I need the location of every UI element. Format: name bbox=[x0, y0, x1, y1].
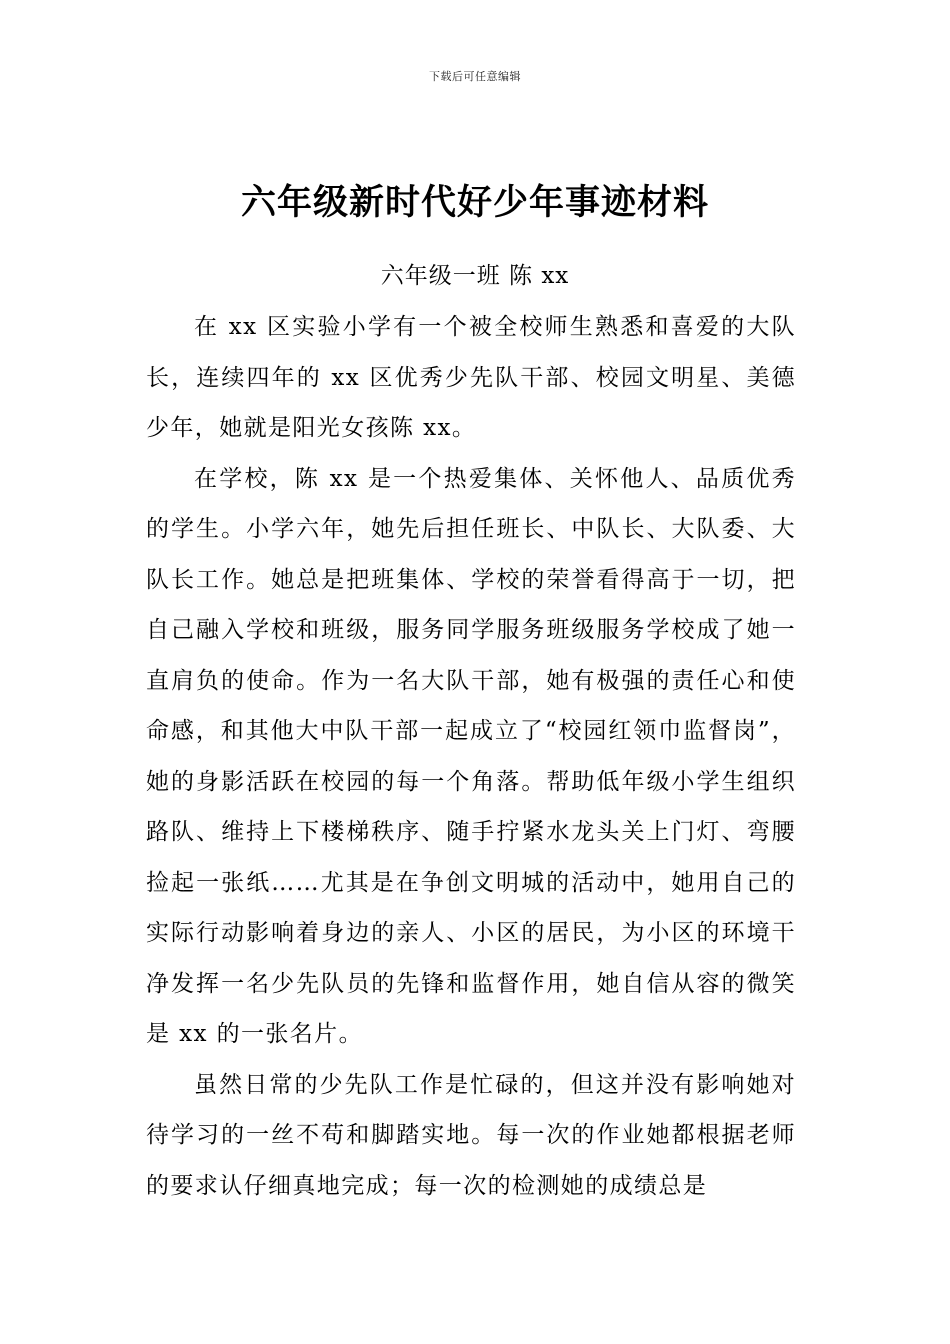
paragraph-1: 在 xx 区实验小学有一个被全校师生熟悉和喜爱的大队长，连续四年的 xx 区优秀少先队干部、校园文明星、美德少年，她就是阳光女孩陈 xx。 bbox=[146, 314, 796, 441]
paragraph-2: 在学校，陈 xx 是一个热爱集体、关怀他人、品质优秀的学生。小学六年，她先后担任班长、中队长、大队委、大队长工作。她总是把班集体、学校的荣誉看得高于一切，把自己融入学校和班级，服务同学服务班级服务学校成了她一直肩负的使命。作为一名大队干部，她有极强的责任心和使命感，和其他大中队干部一起成立了“校园红领巾监督岗”，她的身影活跃在校园的每一个角落。帮助低年级小学生组织路队、维持上下楼梯秩序、随手拧紧水龙头关上门灯、弯腰捡起一张纸……尤其是在争创文明城的活动中，她用自己的实际行动影响着身边的亲人、小区的居民，为小区的环境干净发挥一名少先队员的先锋和监督作用，她自信从容的微笑是 xx 的一张名片。 bbox=[146, 465, 796, 1047]
document-title: 六年级新时代好少年事迹材料 bbox=[240, 182, 709, 223]
document-byline: 六年级一班 陈 xx bbox=[380, 263, 570, 289]
document-body bbox=[146, 302, 796, 1211]
header-note: 下载后可任意编辑 bbox=[429, 70, 521, 83]
paragraph-3: 虽然日常的少先队工作是忙碌的，但这并没有影响她对待学习的一丝不苟和脚踏实地。每一次的作业她都根据老师的要求认仔细真地完成；每一次的检测她的成绩总是 bbox=[146, 1071, 796, 1199]
